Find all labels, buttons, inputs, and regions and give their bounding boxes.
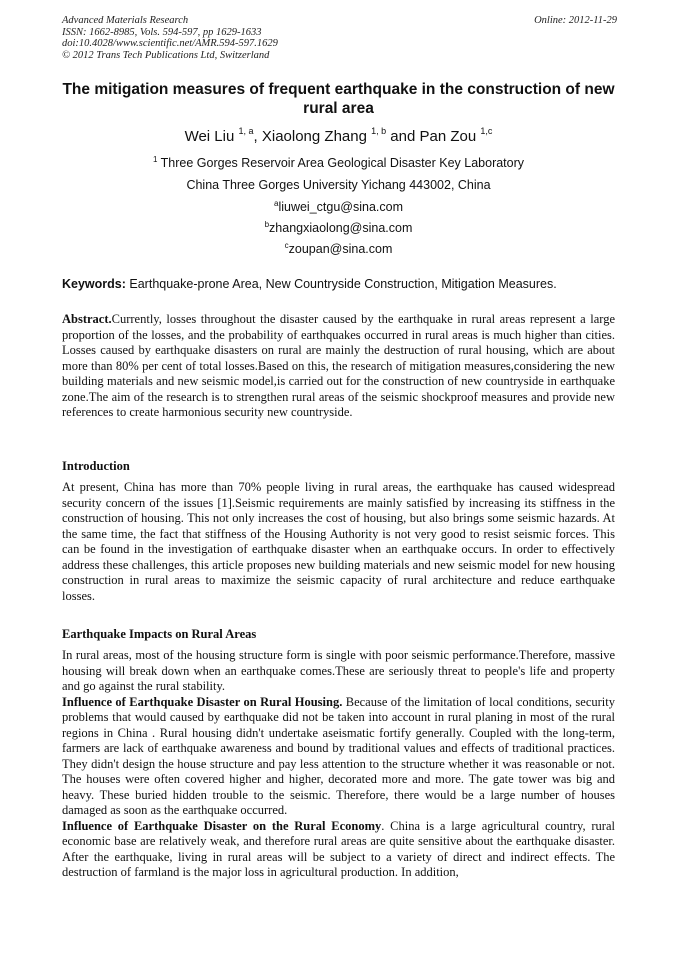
keywords: [62, 276, 615, 292]
abstract-text: Currently, losses throughout the disaster caused by the earthquake in rural areas represent a large proportion of the losses, and the probability of earthquakes occurred in rural areas is much higher than cities. Losses caused by earthquake disasters on rural are mainly the destruction of rural housing, which are about more than 80% per cent of total losses.Based on this, the research of mitigation measures,considering the new building materials and new seismic model,is carried out for the construction of new countryside in earthquake zone.The aim of the research is to strengthen rural areas of the seismic shockproof measures and provide new references to create harmonious security new countryside.: [62, 312, 615, 419]
online-date: Online: 2012-11-29: [534, 15, 617, 26]
housing-run-in-heading: Influence of Earthquake Disaster on Rural Housing.: [62, 694, 343, 709]
affiliation-lab: Three Gorges Reservoir Area Geological Disaster Key Laboratory: [160, 156, 525, 170]
email-b: [62, 220, 615, 236]
issn-line: ISSN: 1662-8985, Vols. 594-597, pp 1629-1633: [62, 26, 262, 38]
author-affiliation-mark: 1, a: [238, 126, 254, 136]
author-conjunction: and: [386, 128, 420, 145]
author-separator: ,: [253, 128, 262, 145]
housing-text: Because of the limitation of local conditions, security problems that would caused by earthquake did not be taken into account in rural planing in most of the rural regions in China . Rural housing didn't undertake aseismatic fortify generally. Coupled with the long-term, farmers are lack of earthquake awareness and bound by traditional values and effects of traditional practices. They didn't design the house structure and pay less attention to the structure whether it was reasonable or not. The houses were often covered higher and higher, decorated more and more. The gate tower was big and heavy. These buried hidden trouble to the seismic. Therefore, there would be a large number of houses damaged as soon as the earthquake occurred.: [62, 694, 616, 817]
economy-paragraph: [62, 819, 615, 881]
email-address: zoupan@sina.com: [288, 242, 393, 256]
impacts-intro-text: In rural areas, most of the housing structure form is single with poor seismic performance.Therefore, massive housing will break down when an earthquake comes.These are seriously threat to people's life and property and go against the rural stability.: [62, 648, 615, 693]
impacts-body: [62, 648, 615, 881]
affiliation-line-2: China Three Gorges University Yichang 443002, China: [186, 178, 491, 192]
abstract-label: Abstract.: [62, 312, 112, 326]
abstract: [62, 312, 615, 421]
email-mark: c: [284, 241, 289, 250]
affiliation-line-1: [62, 155, 615, 171]
economy-text: . China is a large agricultural country, rural economic base are relatively weak, and therefore rural areas are quite sensitive about the earthquake disaster. After the earthquake, living in rural areas will be subject to a variety of direct and indirect effects. The destruction of farmland is the major loss in agricultural production. In addition,: [62, 818, 615, 879]
email-mark: a: [273, 199, 279, 208]
paper-title: The mitigation measures of frequent earthquake in the construction of new rural area: [62, 81, 615, 117]
author-affiliation-mark: 1,c: [480, 126, 493, 136]
introduction-text: At present, China has more than 70% people living in rural areas, the earthquake has caused widespread security concern of the issues [1].Seismic requirements are mainly satisfied by increasing its stiffness in the construction of housing. This not only increases the cost of housing, but also brings some seismic hazards. At the same time, the fact that stiffness of the Housing Authority is not very good to resist seismic forces. This can be found in the investigation of earthquake disaster when an earthquake occurs. In order to effectively address these challenges, this article proposes new building materials and new seismic model for new housing construction in rural areas to maximize the seismic capacity of rural architecture and reduce earthquake losses.: [62, 480, 615, 603]
keywords-label: Keywords:: [62, 277, 126, 291]
email-a: [62, 199, 615, 215]
affiliation-number: 1: [152, 155, 158, 164]
introduction-heading: Introduction: [62, 459, 130, 473]
economy-run-in-heading: Influence of Earthquake Disaster on the Rural Economy: [62, 818, 382, 833]
journal-header: [62, 15, 617, 61]
journal-name: Advanced Materials Research: [62, 15, 189, 26]
author-name: Wei Liu: [184, 128, 235, 145]
housing-paragraph: [62, 695, 615, 819]
doi-line: doi:10.4028/www.scientific.net/AMR.594-597.1629: [62, 38, 278, 49]
impacts-heading: Earthquake Impacts on Rural Areas: [62, 627, 257, 641]
copyright-line: © 2012 Trans Tech Publications Ltd, Switzerland: [62, 49, 270, 61]
email-address: zhangxiaolong@sina.com: [269, 221, 413, 235]
author-affiliation-mark: 1, b: [371, 126, 387, 136]
author-name: Xiaolong Zhang: [261, 128, 367, 145]
email-mark: b: [264, 220, 270, 229]
keywords-text: Earthquake-prone Area, New Countryside Construction, Mitigation Measures.: [129, 277, 557, 291]
email-c: [62, 241, 615, 257]
author-name: Pan Zou: [419, 128, 477, 145]
author-list: [62, 128, 615, 146]
email-address: liuwei_ctgu@sina.com: [278, 200, 403, 214]
